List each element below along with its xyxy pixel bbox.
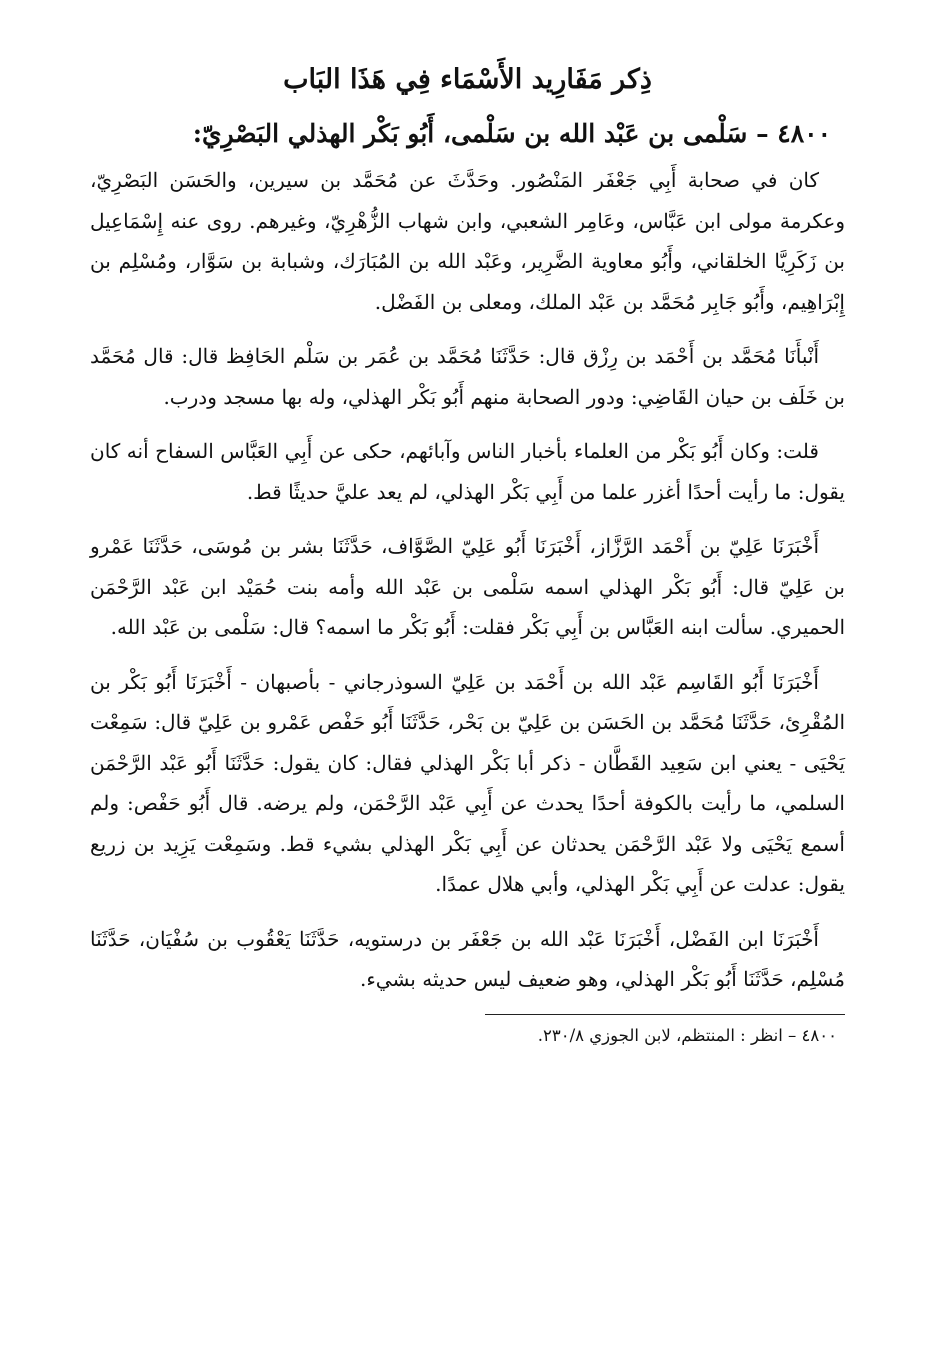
entry-heading: ٤٨٠٠ – سَلْمى بن عَبْد الله بن سَلْمى، أَبُو بَكْر الهذلي البَصْرِيّ:	[192, 119, 831, 148]
paragraph-narration-5: أَخْبَرَنَا ابن الفَضْل، أَخْبَرَنَا عَبْد الله بن جَعْفَر بن درستويه، حَدَّثَنَا يَعْقُوب بن سُفْيَان، حَدَّثَنَا مُسْلِم، حَدَّثَنَا أَبُو بَكْر الهذلي، وهو ضعيف ليس حديثه بشيء.	[90, 926, 845, 991]
footnote: ٤٨٠٠ – انظر : المنتظم، لابن الجوزي ٢٣٠/٨.	[537, 1025, 837, 1045]
footnote-divider	[485, 1014, 845, 1015]
paragraph-narration-2: قلت: وكان أَبُو بَكْر من العلماء بأخبار الناس وآبائهم، حكى عن أَبِي العَبَّاس السفاح أنه كان يقول: ما رأيت أحدًا أغزر علما من أَبِي بَكْر الهذلي، لم يعد عليَّ حديثًا قط.	[90, 439, 845, 504]
paragraph-biography: كان في صحابة أَبِي جَعْفَر المَنْصُور. وحَدَّثَ عن مُحَمَّد بن سيرين، والحَسَن البَصْرِيّ، وعكرمة مولى ابن عَبَّاس، وعَامِر الشعبي، وابن شهاب الزُّهْرِيّ، وغيرهم. روى عنه إِسْمَاعِيل بن زَكَرِيَّا الخلقاني، وأَبُو معاوية الضَّرِير، وعَبْد الله بن المُبَارَك، وشبابة بن سَوَّار، ومُسْلِم بن إِبْرَاهِيم، وأَبُو جَابِر مُحَمَّد بن عَبْد الملك، ومعلى بن الفَضْل.	[90, 168, 845, 314]
section-title: ذِكر مَفَارِيد الأَسْمَاء فِي هَذَا البَاب	[283, 64, 652, 95]
paragraph-narration-3: أَخْبَرَنَا عَلِيّ بن أَحْمَد الرَّزَّاز، أَخْبَرَنَا أَبُو عَلِيّ الصَّوَّاف، حَدَّثَنَا بشر بن مُوسَى، حَدَّثَنَا عَمْرو بن عَلِيّ قال: أَبُو بَكْر الهذلي اسمه سَلْمى بن عَبْد الله وأمه بنت حُمَيْد ابن عَبْد الرَّحْمَن الحميري. سألت ابنه العَبَّاس بن أَبِي بَكْر فقلت: أَبُو بَكْر ما اسمه؟ قال: سَلْمى بن عَبْد الله.	[90, 534, 845, 639]
paragraph-narration-4: أَخْبَرَنَا أَبُو القَاسِم عَبْد الله بن أَحْمَد بن عَلِيّ السوذرجاني - بأصبهان - أَخْبَرَنَا أَبُو بَكْر بن المُقْرِئ، حَدَّثَنَا مُحَمَّد بن الحَسَن بن عَلِيّ بن بَحْر، حَدَّثَنَا أَبُو حَفْص عَمْرو بن عَلِيّ قال: سَمِعْت يَحْيَى - يعني ابن سَعِيد القَطَّان - ذكر أبا بَكْر الهذلي فقال: كان يقول: حَدَّثَنَا أَبُو عَبْد الرَّحْمَن السلمي، ما رأيت بالكوفة أحدًا يحدث عن أَبِي عَبْد الرَّحْمَن، ولم يرضه. قال أَبُو حَفْص: ولم أسمع يَحْيَى ولا عَبْد الرَّحْمَن يحدثان عن أَبِي بَكْر الهذلي بشيء قط. وسَمِعْت يَزِيد بن زريع يقول: عدلت عن أَبِي بَكْر الهذلي، وأبي هلال عمدًا.	[90, 669, 845, 896]
paragraph-narration-1: أَنْبأَنَا مُحَمَّد بن أَحْمَد بن رِزْق قال: حَدَّثَنَا مُحَمَّد بن عُمَر بن سَلْم الحَافِظ قال: قال مُحَمَّد بن خَلَف بن حيان القَاضِي: ودور الصحابة منهم أَبُو بَكْر الهذلي، وله بها مسجد ودرب.	[90, 344, 845, 409]
